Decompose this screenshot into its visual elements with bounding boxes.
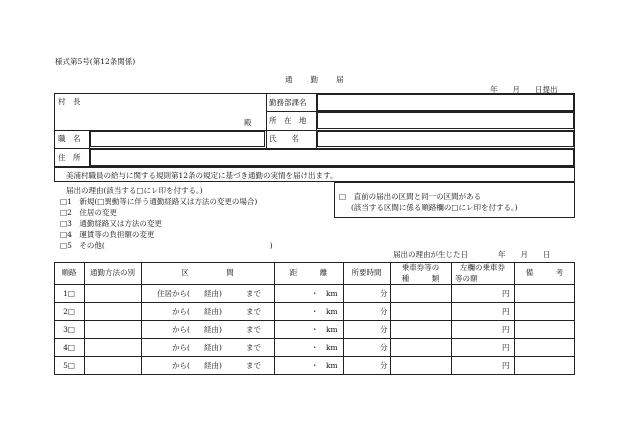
name-label: 氏 名	[269, 134, 299, 143]
row-km: km	[326, 325, 338, 334]
row-yen: 円	[502, 307, 510, 316]
row-to: まで	[246, 343, 261, 352]
row-yen: 円	[502, 343, 510, 352]
route-table	[54, 262, 575, 375]
reason-item-4[interactable]: □4 運賃等の負担額の変更	[60, 230, 155, 239]
col-order: 順路	[61, 268, 77, 277]
row-min: 分	[380, 307, 388, 316]
col-remarks: 備 考	[525, 268, 564, 277]
row-km: km	[326, 307, 338, 316]
row-yen: 円	[502, 325, 510, 334]
name-field[interactable]	[317, 131, 574, 147]
declaration-text: 美浦村職員の給与に関する規則第12条の規定に基づき通勤の実情を届け出ます。	[66, 171, 338, 180]
row-min: 分	[380, 361, 388, 370]
col-method: 通勤方法の別	[90, 268, 135, 277]
row-from: 住居から(	[157, 289, 190, 298]
workplace-field[interactable]	[317, 94, 574, 111]
job-title-field[interactable]	[90, 131, 265, 147]
row-km: km	[326, 361, 338, 370]
location-label: 所 在 地	[269, 116, 307, 125]
address-field[interactable]	[90, 149, 574, 166]
row-via: 経由)	[204, 361, 222, 370]
reason-item-1[interactable]: □1 新規(□異動等に伴う通勤経路又は方法の変更の場合)	[60, 197, 258, 206]
col-ticket-type-line2: 種 類	[401, 274, 440, 283]
reason-heading: 届出の理由(該当する□にレ印を付する。)	[66, 186, 203, 195]
row-to: まで	[246, 307, 261, 316]
row-from: から(	[172, 325, 190, 334]
row-min: 分	[380, 343, 388, 352]
row-min: 分	[380, 289, 388, 298]
col-ticket-amount-line2: 等の額	[455, 274, 478, 283]
row-dot: ・	[311, 343, 319, 352]
row-order[interactable]: 2□	[63, 307, 75, 316]
row-order[interactable]: 4□	[63, 343, 75, 352]
row-via: 経由)	[204, 307, 222, 316]
row-dot: ・	[311, 361, 319, 370]
same-route-note: (該当する区間に係る順路欄の□にレ印を付する。)	[351, 203, 518, 212]
row-to: まで	[246, 289, 261, 298]
col-ticket-type-line1: 乗車券等の	[401, 263, 440, 272]
row-via: 経由)	[204, 289, 222, 298]
row-min: 分	[380, 325, 388, 334]
reason-date: 届出の理由が生じた日 年 月 日	[393, 250, 551, 259]
form-number: 様式第5号(第12条関係)	[55, 57, 136, 66]
row-km: km	[326, 289, 338, 298]
address-label: 住 所	[58, 153, 81, 162]
col-time: 所要時間	[351, 268, 382, 277]
workplace-label: 勤務部課名	[269, 98, 307, 107]
row-from: から(	[172, 307, 190, 316]
col-ticket-amount-line1: 左欄の乗車券	[460, 263, 505, 272]
reason-item-2[interactable]: □2 住居の変更	[60, 208, 117, 217]
village-head-label: 村 長	[58, 97, 81, 106]
row-order[interactable]: 3□	[63, 325, 75, 334]
col-distance: 距 離	[289, 268, 328, 277]
same-route-checkbox[interactable]: □ 直前の届出の区間と同一の区間がある	[339, 192, 482, 201]
row-to: まで	[246, 325, 261, 334]
row-dot: ・	[311, 307, 319, 316]
reason-item-5[interactable]: □5 その他( )	[60, 241, 273, 250]
submit-date: 年 月 日提出	[490, 85, 558, 94]
row-dot: ・	[311, 289, 319, 298]
job-title-label: 職 名	[58, 134, 81, 143]
honorific-label: 殿	[244, 118, 252, 127]
row-from: から(	[172, 361, 190, 370]
row-order[interactable]: 1□	[63, 289, 75, 298]
row-yen: 円	[502, 361, 510, 370]
location-field[interactable]	[317, 112, 574, 129]
row-to: まで	[246, 361, 261, 370]
row-yen: 円	[502, 289, 510, 298]
row-from: から(	[172, 343, 190, 352]
row-km: km	[326, 343, 338, 352]
reason-item-3[interactable]: □3 通勤経路又は方法の変更	[60, 219, 162, 228]
row-order[interactable]: 5□	[63, 361, 75, 370]
row-dot: ・	[311, 325, 319, 334]
col-section: 区 間	[181, 268, 234, 277]
row-via: 経由)	[204, 343, 222, 352]
row-via: 経由)	[204, 325, 222, 334]
page-title: 通 勤 届	[285, 75, 345, 84]
